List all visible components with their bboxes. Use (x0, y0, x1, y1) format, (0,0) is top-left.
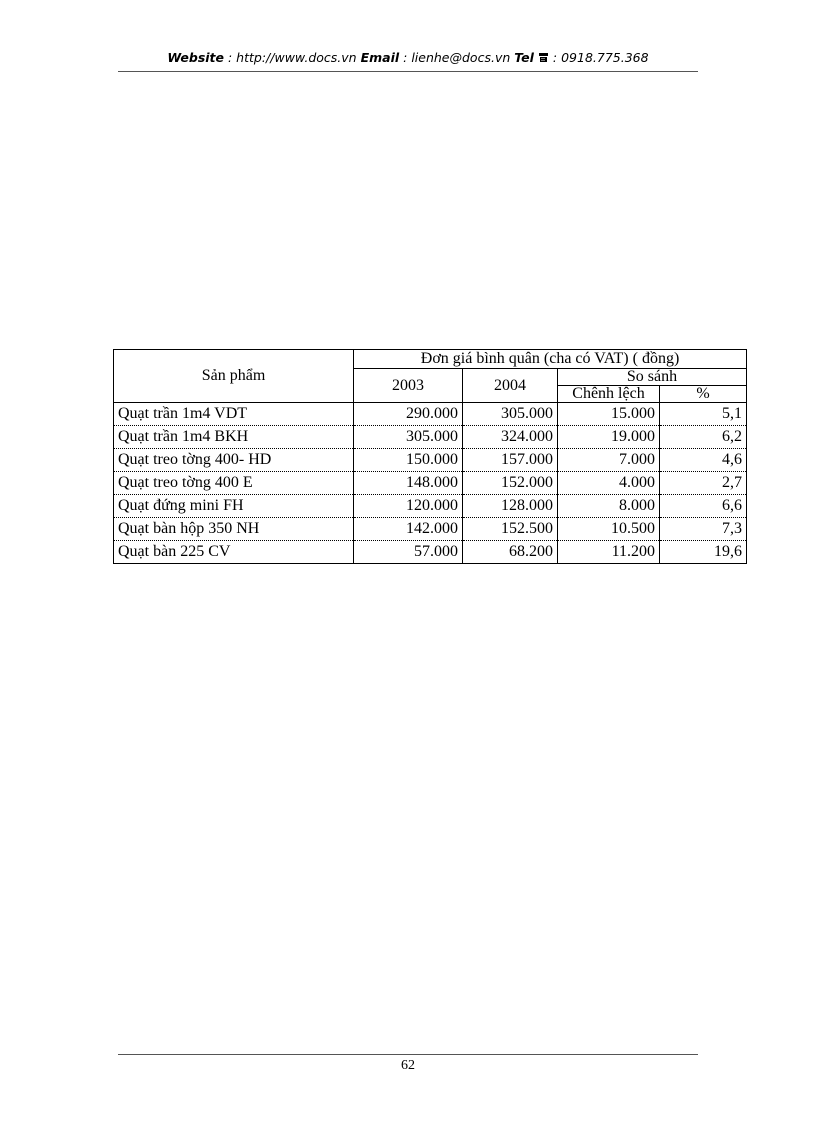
website-label: Website (167, 50, 225, 65)
website-value: : http://www.docs.vn (228, 50, 357, 65)
percent-header: % (660, 386, 747, 403)
price-2004: 157.000 (463, 449, 558, 472)
table-row (114, 518, 747, 541)
price-difference: 11.200 (558, 541, 660, 564)
price-2003: 142.000 (354, 518, 463, 541)
price-2003: 120.000 (354, 495, 463, 518)
price-2004: 152.500 (463, 518, 558, 541)
price-2004: 68.200 (463, 541, 558, 564)
email-label: Email (360, 50, 400, 65)
product-name: Quạt treo tờng 400 E (114, 472, 354, 495)
price-difference: 7.000 (558, 449, 660, 472)
price-2004: 324.000 (463, 426, 558, 449)
product-name: Quạt đứng mini FH (114, 495, 354, 518)
page-header (118, 50, 698, 70)
average-price-header: Đơn giá bình quân (cha có VAT) ( đồng) (354, 350, 747, 369)
price-difference: 19.000 (558, 426, 660, 449)
price-percent: 4,6 (660, 449, 747, 472)
price-2003: 57.000 (354, 541, 463, 564)
product-name: Quạt bàn hộp 350 NH (114, 518, 354, 541)
price-2003: 290.000 (354, 403, 463, 426)
difference-header: Chênh lệch (558, 386, 660, 403)
price-2003: 150.000 (354, 449, 463, 472)
year-2003-header: 2003 (354, 369, 463, 403)
table-row (114, 449, 747, 472)
table-row (114, 426, 747, 449)
price-percent: 6,2 (660, 426, 747, 449)
price-table (113, 349, 747, 564)
price-difference: 15.000 (558, 403, 660, 426)
price-difference: 8.000 (558, 495, 660, 518)
header-divider (118, 71, 698, 72)
product-column-header: Sản phẩm (114, 350, 354, 403)
price-2004: 305.000 (463, 403, 558, 426)
tel-label: Tel (514, 50, 534, 65)
phone-icon (538, 51, 549, 66)
product-name: Quạt trần 1m4 VDT (114, 403, 354, 426)
product-name: Quạt trần 1m4 BKH (114, 426, 354, 449)
table-row (114, 403, 747, 426)
price-percent: 19,6 (660, 541, 747, 564)
price-difference: 4.000 (558, 472, 660, 495)
price-2004: 152.000 (463, 472, 558, 495)
year-2004-header: 2004 (463, 369, 558, 403)
price-percent: 5,1 (660, 403, 747, 426)
comparison-header: So sánh (558, 369, 747, 386)
footer-divider (118, 1054, 698, 1055)
tel-value: : 0918.775.368 (552, 50, 649, 65)
table-row (114, 495, 747, 518)
price-percent: 2,7 (660, 472, 747, 495)
email-value: : lienhe@docs.vn (403, 50, 511, 65)
price-2003: 305.000 (354, 426, 463, 449)
table-row (114, 472, 747, 495)
product-name: Quạt treo tờng 400- HD (114, 449, 354, 472)
price-2003: 148.000 (354, 472, 463, 495)
product-name: Quạt bàn 225 CV (114, 541, 354, 564)
price-percent: 6,6 (660, 495, 747, 518)
price-difference: 10.500 (558, 518, 660, 541)
page-number: 62 (401, 1058, 415, 1073)
price-2004: 128.000 (463, 495, 558, 518)
table-row (114, 541, 747, 564)
price-percent: 7,3 (660, 518, 747, 541)
